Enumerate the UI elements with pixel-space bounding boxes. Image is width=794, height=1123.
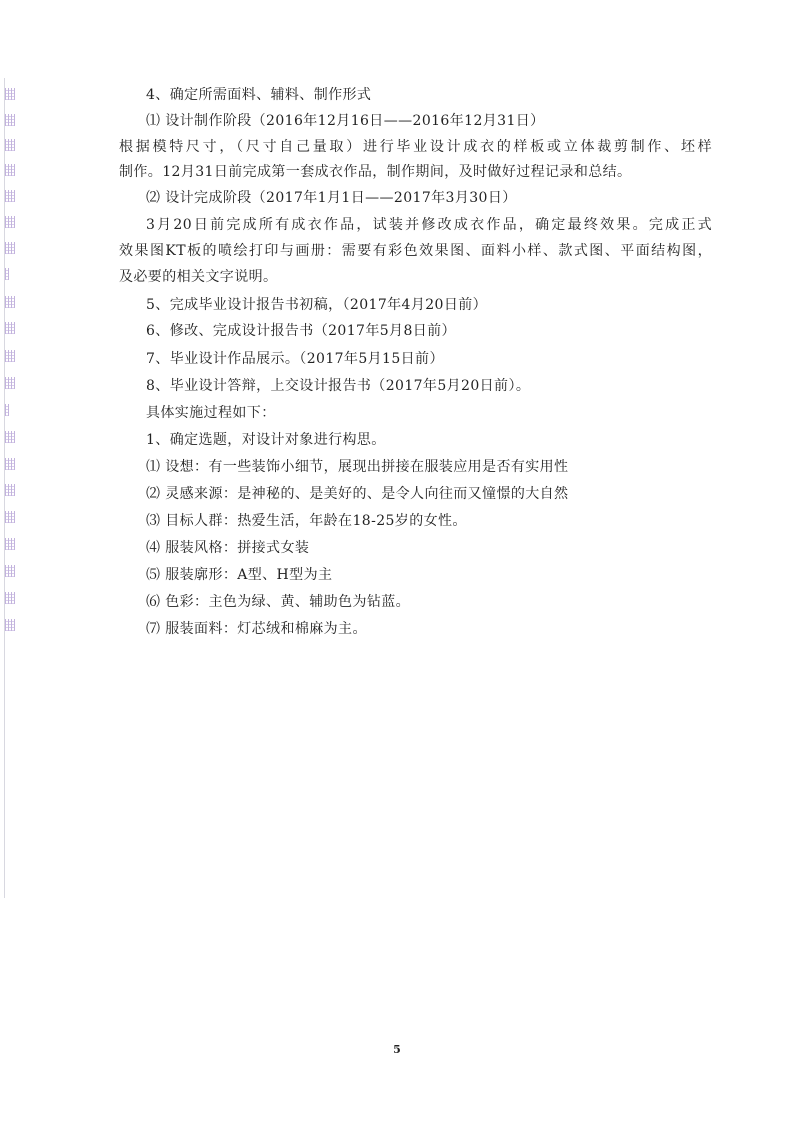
margin-mark: [5, 88, 15, 100]
margin-mark: [5, 350, 15, 362]
list-item-5: 5、完成毕业设计报告书初稿，（2017年4月20日前）: [146, 297, 488, 313]
paragraph-line: 制作。12月31日前完成第一套成衣作品，制作期间，及时做好过程记录和总结。: [119, 164, 632, 180]
section-intro: 具体实施过程如下：: [146, 405, 276, 421]
margin-annotation-marks: [0, 0, 20, 1123]
margin-mark: [5, 511, 15, 523]
list-item-4: 4、确定所需面料、辅料、制作形式: [146, 87, 372, 103]
sub-item: ⑸ 服装廓形：A型、H型为主: [146, 567, 333, 583]
margin-mark: [5, 216, 15, 228]
margin-mark: [5, 139, 15, 151]
margin-mark: [5, 592, 15, 604]
margin-mark: [5, 484, 15, 496]
margin-mark: [5, 458, 15, 470]
paragraph-line: 效果图KT板的喷绘打印与画册：需要有彩色效果图、面料小样、款式图、平面结构图，: [119, 243, 712, 259]
list-item-6: 6、修改、完成设计报告书（2017年5月8日前）: [146, 323, 456, 339]
page-number: 5: [393, 1043, 401, 1056]
margin-mark: [5, 296, 15, 308]
phase-2-heading: ⑵ 设计完成阶段（2017年1月1日——2017年3月30日）: [146, 190, 517, 206]
sub-item: ⑴ 设想：有一些装饰小细节，展现出拼接在服装应用是否有实用性: [146, 459, 569, 475]
margin-mark: [5, 565, 15, 577]
margin-mark: [5, 404, 9, 416]
step-1-heading: 1、确定选题，对设计对象进行构思。: [146, 432, 386, 448]
sub-item: ⑷ 服装风格：拼接式女装: [146, 540, 310, 556]
sub-item: ⑵ 灵感来源：是神秘的、是美好的、是令人向往而又憧憬的大自然: [146, 486, 569, 502]
margin-mark: [5, 377, 15, 389]
list-item-7: 7、毕业设计作品展示。（2017年5月15日前）: [146, 351, 444, 367]
margin-mark: [5, 619, 15, 631]
sub-item: ⑶ 目标人群：热爱生活，年龄在18-25岁的女性。: [146, 513, 467, 529]
margin-mark: [5, 431, 15, 443]
paragraph-line: 及必要的相关文字说明。: [119, 269, 278, 285]
margin-mark: [5, 114, 15, 126]
paragraph-line: 3月20日前完成所有成衣作品，试装并修改成衣作品，确定最终效果。完成正式: [146, 217, 712, 233]
phase-1-heading: ⑴ 设计制作阶段（2016年12月16日——2016年12月31日）: [146, 113, 545, 129]
margin-mark: [5, 242, 15, 254]
margin-mark: [5, 322, 15, 334]
margin-mark: [5, 164, 15, 176]
margin-mark: [5, 268, 9, 280]
sub-item: ⑺ 服装面料：灯芯绒和棉麻为主。: [146, 621, 367, 637]
paragraph-line: 根据模特尺寸，（尺寸自己量取）进行毕业设计成衣的样板或立体裁剪制作、坯样: [119, 139, 712, 155]
margin-mark: [5, 190, 15, 202]
list-item-8: 8、毕业设计答辩，上交设计报告书（2017年5月20日前）。: [146, 378, 531, 394]
sub-item: ⑹ 色彩：主色为绿、黄、辅助色为钻蓝。: [146, 594, 411, 610]
margin-mark: [5, 538, 15, 550]
